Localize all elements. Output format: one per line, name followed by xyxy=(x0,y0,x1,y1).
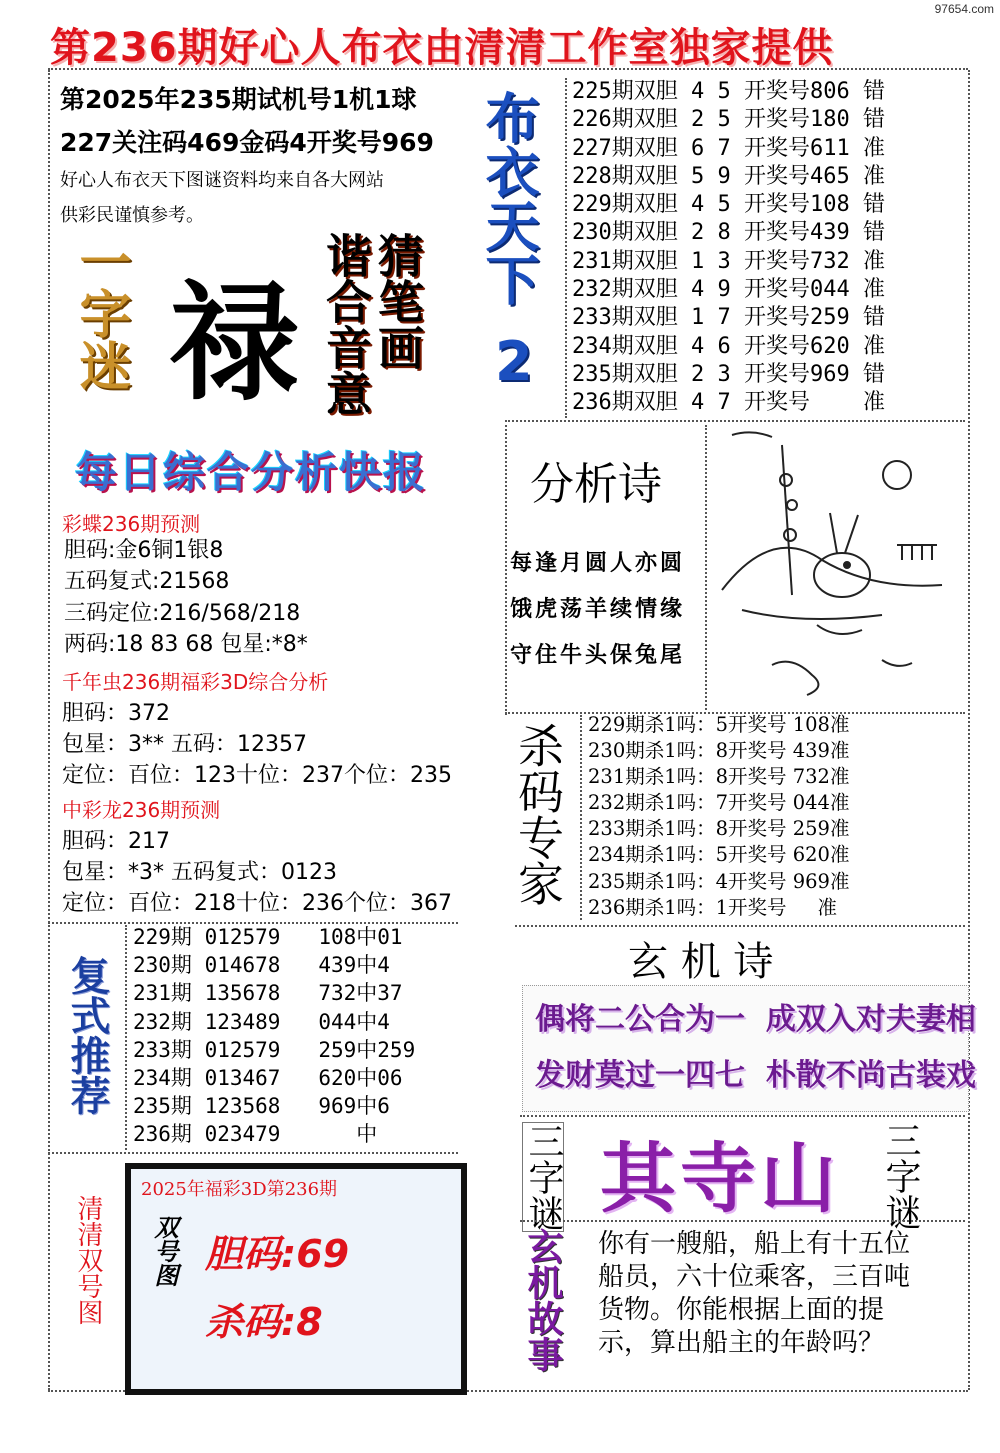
rabbit-illustration xyxy=(712,425,957,710)
qiannian-head: 千年虫236期福彩3D综合分析 xyxy=(62,670,329,694)
table-row: 231期杀1吗：8开奖号 732准 xyxy=(588,765,850,789)
xuanji-poem-line-2: 发财莫过一四七 朴散不尚古装戏 xyxy=(535,1058,976,1093)
three-char-left-label: 三字谜 xyxy=(523,1123,564,1231)
caidie-head: 彩蝶236期预测 xyxy=(62,512,201,536)
qiannian-line-1: 胆码：372 xyxy=(62,701,170,726)
brand-vertical: 布衣天下 xyxy=(477,90,540,306)
analysis-poem-line-2: 饿虎荡羊续情缘 xyxy=(510,597,686,622)
poem-left-divider xyxy=(505,420,507,715)
table-row: 230期杀1吗：8开奖号 439准 xyxy=(588,739,850,763)
riddle-hint-col2: 谐合音意 xyxy=(319,232,373,416)
analysis-poem-title: 分析诗 xyxy=(530,459,662,510)
table-row: 234期双胆 4 6 开奖号620 准 xyxy=(572,333,885,359)
right-border xyxy=(968,70,970,1390)
table-row: 236期杀1吗：1开奖号 准 xyxy=(588,895,838,919)
fushi-bottom xyxy=(48,1152,458,1154)
table-row: 235期杀1吗：4开奖号 969准 xyxy=(588,869,850,893)
qingqing-side-label: 双号图 xyxy=(150,1215,178,1287)
three-char-top xyxy=(520,1115,965,1117)
double-dan-bottom xyxy=(505,420,965,422)
table-row: 235期 123568 969中6 xyxy=(133,1094,390,1119)
qingqing-label: 清清双号图 xyxy=(73,1195,103,1325)
analysis-poem-line-3: 守住牛头保兔尾 xyxy=(510,643,686,668)
double-dan-table xyxy=(572,78,885,418)
xuanji-poem-line-1: 偶将二公合为一 成双入对夫妻相 xyxy=(535,1002,976,1037)
intro-line-1: 第2025年235期试机号1机1球 xyxy=(60,85,417,114)
qingqing-sha: 杀码:8 xyxy=(205,1300,323,1344)
qiannian-line-2: 包星：3** 五码：12357 xyxy=(62,732,307,757)
table-row: 229期杀1吗：5开奖号 108准 xyxy=(588,713,850,736)
caidie-line-2: 五码复式:21568 xyxy=(64,569,230,594)
table-row: 236期 023479 中 xyxy=(133,1122,378,1147)
table-row: 233期双胆 1 7 开奖号259 错 xyxy=(572,305,885,331)
double-dan-divider xyxy=(565,78,567,418)
zhongcai-line-3: 定位：百位：218十位：236个位：367 xyxy=(62,891,452,916)
table-row: 225期双胆 4 5 开奖号806 错 xyxy=(572,79,885,104)
page-title: 第236期好心人布衣由清清工作室独家提供 xyxy=(50,25,834,71)
kill-bottom xyxy=(515,925,965,927)
fushi-divider xyxy=(125,925,127,1150)
table-row: 235期双胆 2 3 开奖号969 错 xyxy=(572,361,885,387)
table-row: 232期 123489 044中4 xyxy=(133,1009,390,1034)
table-row: 229期双胆 4 5 开奖号108 错 xyxy=(572,192,885,218)
story-label: 玄机故事 xyxy=(522,1228,563,1372)
table-row: 233期杀1吗：8开奖号 259准 xyxy=(588,817,850,841)
qiannian-line-3: 定位：百位：123十位：237个位：235 xyxy=(62,763,452,788)
story-text: 你有一艘船，船上有十五位船员，六十位乘客，三百吨货物。你能根据上面的提示，算出船主的年龄吗？ xyxy=(598,1229,911,1358)
qingqing-box-title: 2025年福彩3D第236期 xyxy=(141,1179,338,1200)
story-top xyxy=(520,1220,965,1222)
caidie-line-3: 三码定位:216/568/218 xyxy=(64,601,301,626)
table-row: 231期双胆 1 3 开奖号732 准 xyxy=(572,248,885,274)
table-row: 232期杀1吗：7开奖号 044准 xyxy=(588,791,850,815)
intro-line-3: 好心人布衣天下图谜资料均来自各大网站 xyxy=(60,170,384,191)
table-row: 234期 013467 620中06 xyxy=(133,1066,403,1091)
zhongcai-line-1: 胆码：217 xyxy=(62,829,170,854)
table-row: 228期双胆 5 9 开奖号465 准 xyxy=(572,163,885,189)
three-char-right-label: 三字谜 xyxy=(880,1122,921,1230)
table-row: 230期 014678 439中4 xyxy=(133,953,390,978)
caidie-line-1: 胆码:金6铜1银8 xyxy=(64,538,224,563)
kill-divider xyxy=(580,715,582,920)
zhongcai-line-2: 包星：*3* 五码复式：0123 xyxy=(62,860,337,885)
left-border xyxy=(48,70,50,1390)
top-border xyxy=(48,68,968,70)
poem-right-divider xyxy=(705,425,707,710)
riddle-hint-col1: 猜笔画 xyxy=(371,232,425,370)
intro-line-2: 227关注码469金码4开奖号969 xyxy=(60,128,434,157)
three-char-text: 其寺山 xyxy=(600,1134,840,1223)
table-row: 231期 135678 732中37 xyxy=(133,981,403,1006)
table-row: 236期双胆 4 7 开奖号 准 xyxy=(572,390,885,416)
kill-expert-table xyxy=(588,712,849,921)
table-row: 227期双胆 6 7 开奖号611 准 xyxy=(572,135,885,161)
riddle-label: 一字迷 xyxy=(70,235,130,391)
xuanji-poem-title: 玄 机 诗 xyxy=(628,939,774,985)
daily-report-title: 每日综合分析快报 xyxy=(75,448,428,497)
qingqing-box xyxy=(125,1163,467,1395)
brand-number: 2 xyxy=(495,330,533,393)
zhongcai-head: 中彩龙236期预测 xyxy=(62,798,221,822)
intro-line-4: 供彩民谨慎参考。 xyxy=(60,205,204,226)
site-watermark: 97654.com xyxy=(934,2,994,16)
table-row: 230期双胆 2 8 开奖号439 错 xyxy=(572,220,885,246)
kill-expert-label: 杀码专家 xyxy=(511,722,565,906)
riddle-character: 禄 xyxy=(170,268,299,418)
fushi-label: 复式推荐 xyxy=(64,955,110,1115)
table-row: 229期 012579 108中01 xyxy=(133,925,403,949)
table-row: 226期双胆 2 5 开奖号180 错 xyxy=(572,107,885,133)
xuanji-poem-box xyxy=(522,985,976,1112)
fushi-table xyxy=(133,923,415,1149)
table-row: 234期杀1吗：5开奖号 620准 xyxy=(588,843,850,867)
caidie-line-4: 两码:18 83 68 包星:*8* xyxy=(64,632,308,657)
table-row: 233期 012579 259中259 xyxy=(133,1037,416,1062)
analysis-poem-line-1: 每逢月圆人亦圆 xyxy=(510,551,686,576)
table-row: 232期双胆 4 9 开奖号044 准 xyxy=(572,277,885,303)
qingqing-dan: 胆码:69 xyxy=(205,1232,350,1276)
